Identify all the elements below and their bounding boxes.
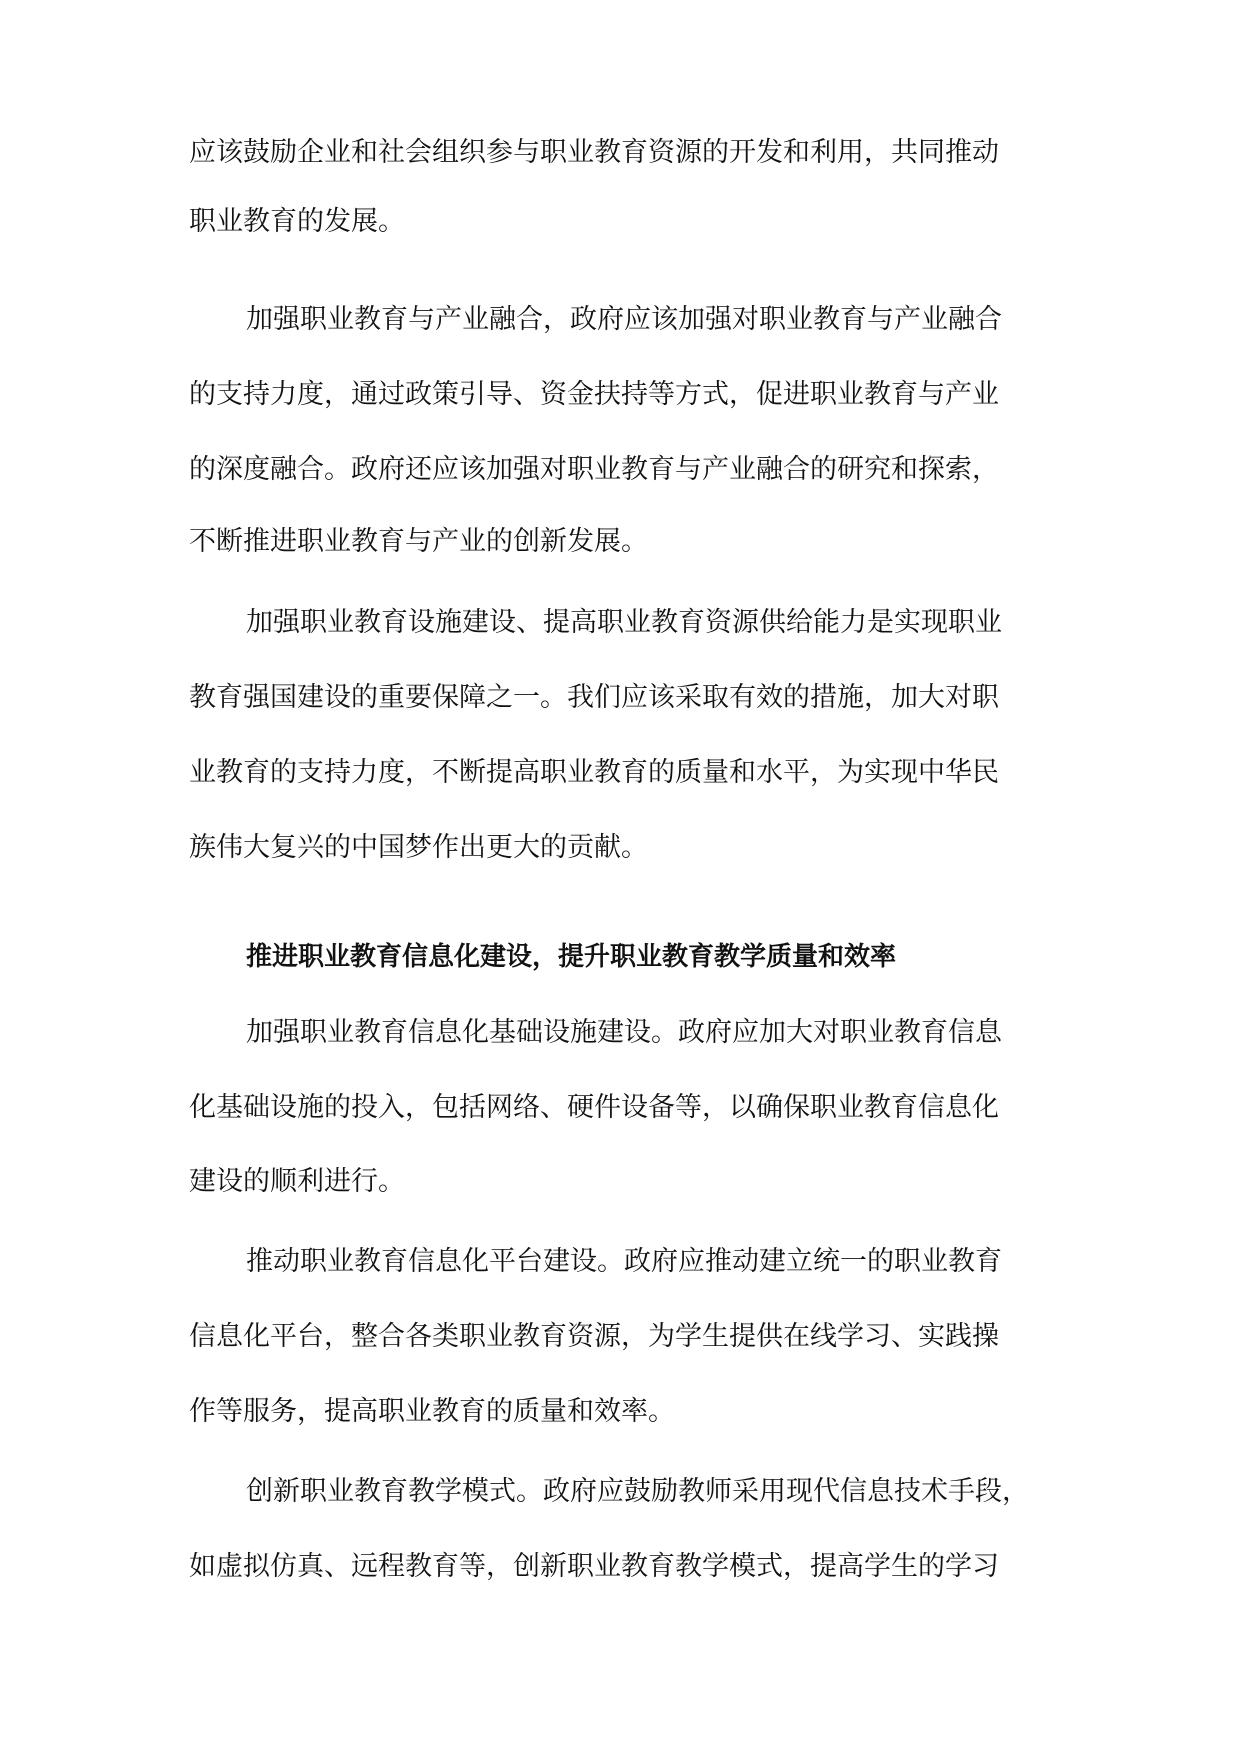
paragraph-line: 加强职业教育设施建设、提高职业教育资源供给能力是实现职业	[246, 607, 1002, 638]
paragraph-line: 的支持力度，通过政策引导、资金扶持等方式，促进职业教育与产业	[189, 379, 999, 410]
paragraph-line: 加强职业教育信息化基础设施建设。政府应加大对职业教育信息	[246, 1017, 1002, 1048]
paragraph-line: 不断推进职业教育与产业的创新发展。	[189, 526, 648, 557]
paragraph-line: 加强职业教育与产业融合，政府应该加强对职业教育与产业融合	[246, 304, 1002, 335]
paragraph-line: 信息化平台，整合各类职业教育资源，为学生提供在线学习、实践操	[189, 1321, 999, 1352]
paragraph-line: 业教育的支持力度，不断提高职业教育的质量和水平，为实现中华民	[189, 757, 999, 788]
paragraph-line: 作等服务，提高职业教育的质量和效率。	[189, 1396, 675, 1427]
paragraph-line: 创新职业教育教学模式。政府应鼓励教师采用现代信息技术手段，	[246, 1476, 1029, 1507]
paragraph-line: 职业教育的发展。	[189, 206, 405, 237]
paragraph-line: 建设的顺利进行。	[189, 1166, 405, 1197]
paragraph-line: 族伟大复兴的中国梦作出更大的贡献。	[189, 832, 648, 863]
section-heading: 推进职业教育信息化建设，提升职业教育教学质量和效率	[246, 942, 897, 972]
paragraph-line: 如虚拟仿真、远程教育等，创新职业教育教学模式，提高学生的学习	[189, 1551, 999, 1582]
paragraph-line: 应该鼓励企业和社会组织参与职业教育资源的开发和利用，共同推动	[189, 137, 999, 168]
paragraph-line: 的深度融合。政府还应该加强对职业教育与产业融合的研究和探索，	[189, 454, 999, 485]
paragraph-line: 推动职业教育信息化平台建设。政府应推动建立统一的职业教育	[246, 1246, 1002, 1277]
paragraph-line: 教育强国建设的重要保障之一。我们应该采取有效的措施，加大对职	[189, 682, 999, 713]
paragraph-line: 化基础设施的投入，包括网络、硬件设备等，以确保职业教育信息化	[189, 1092, 999, 1123]
